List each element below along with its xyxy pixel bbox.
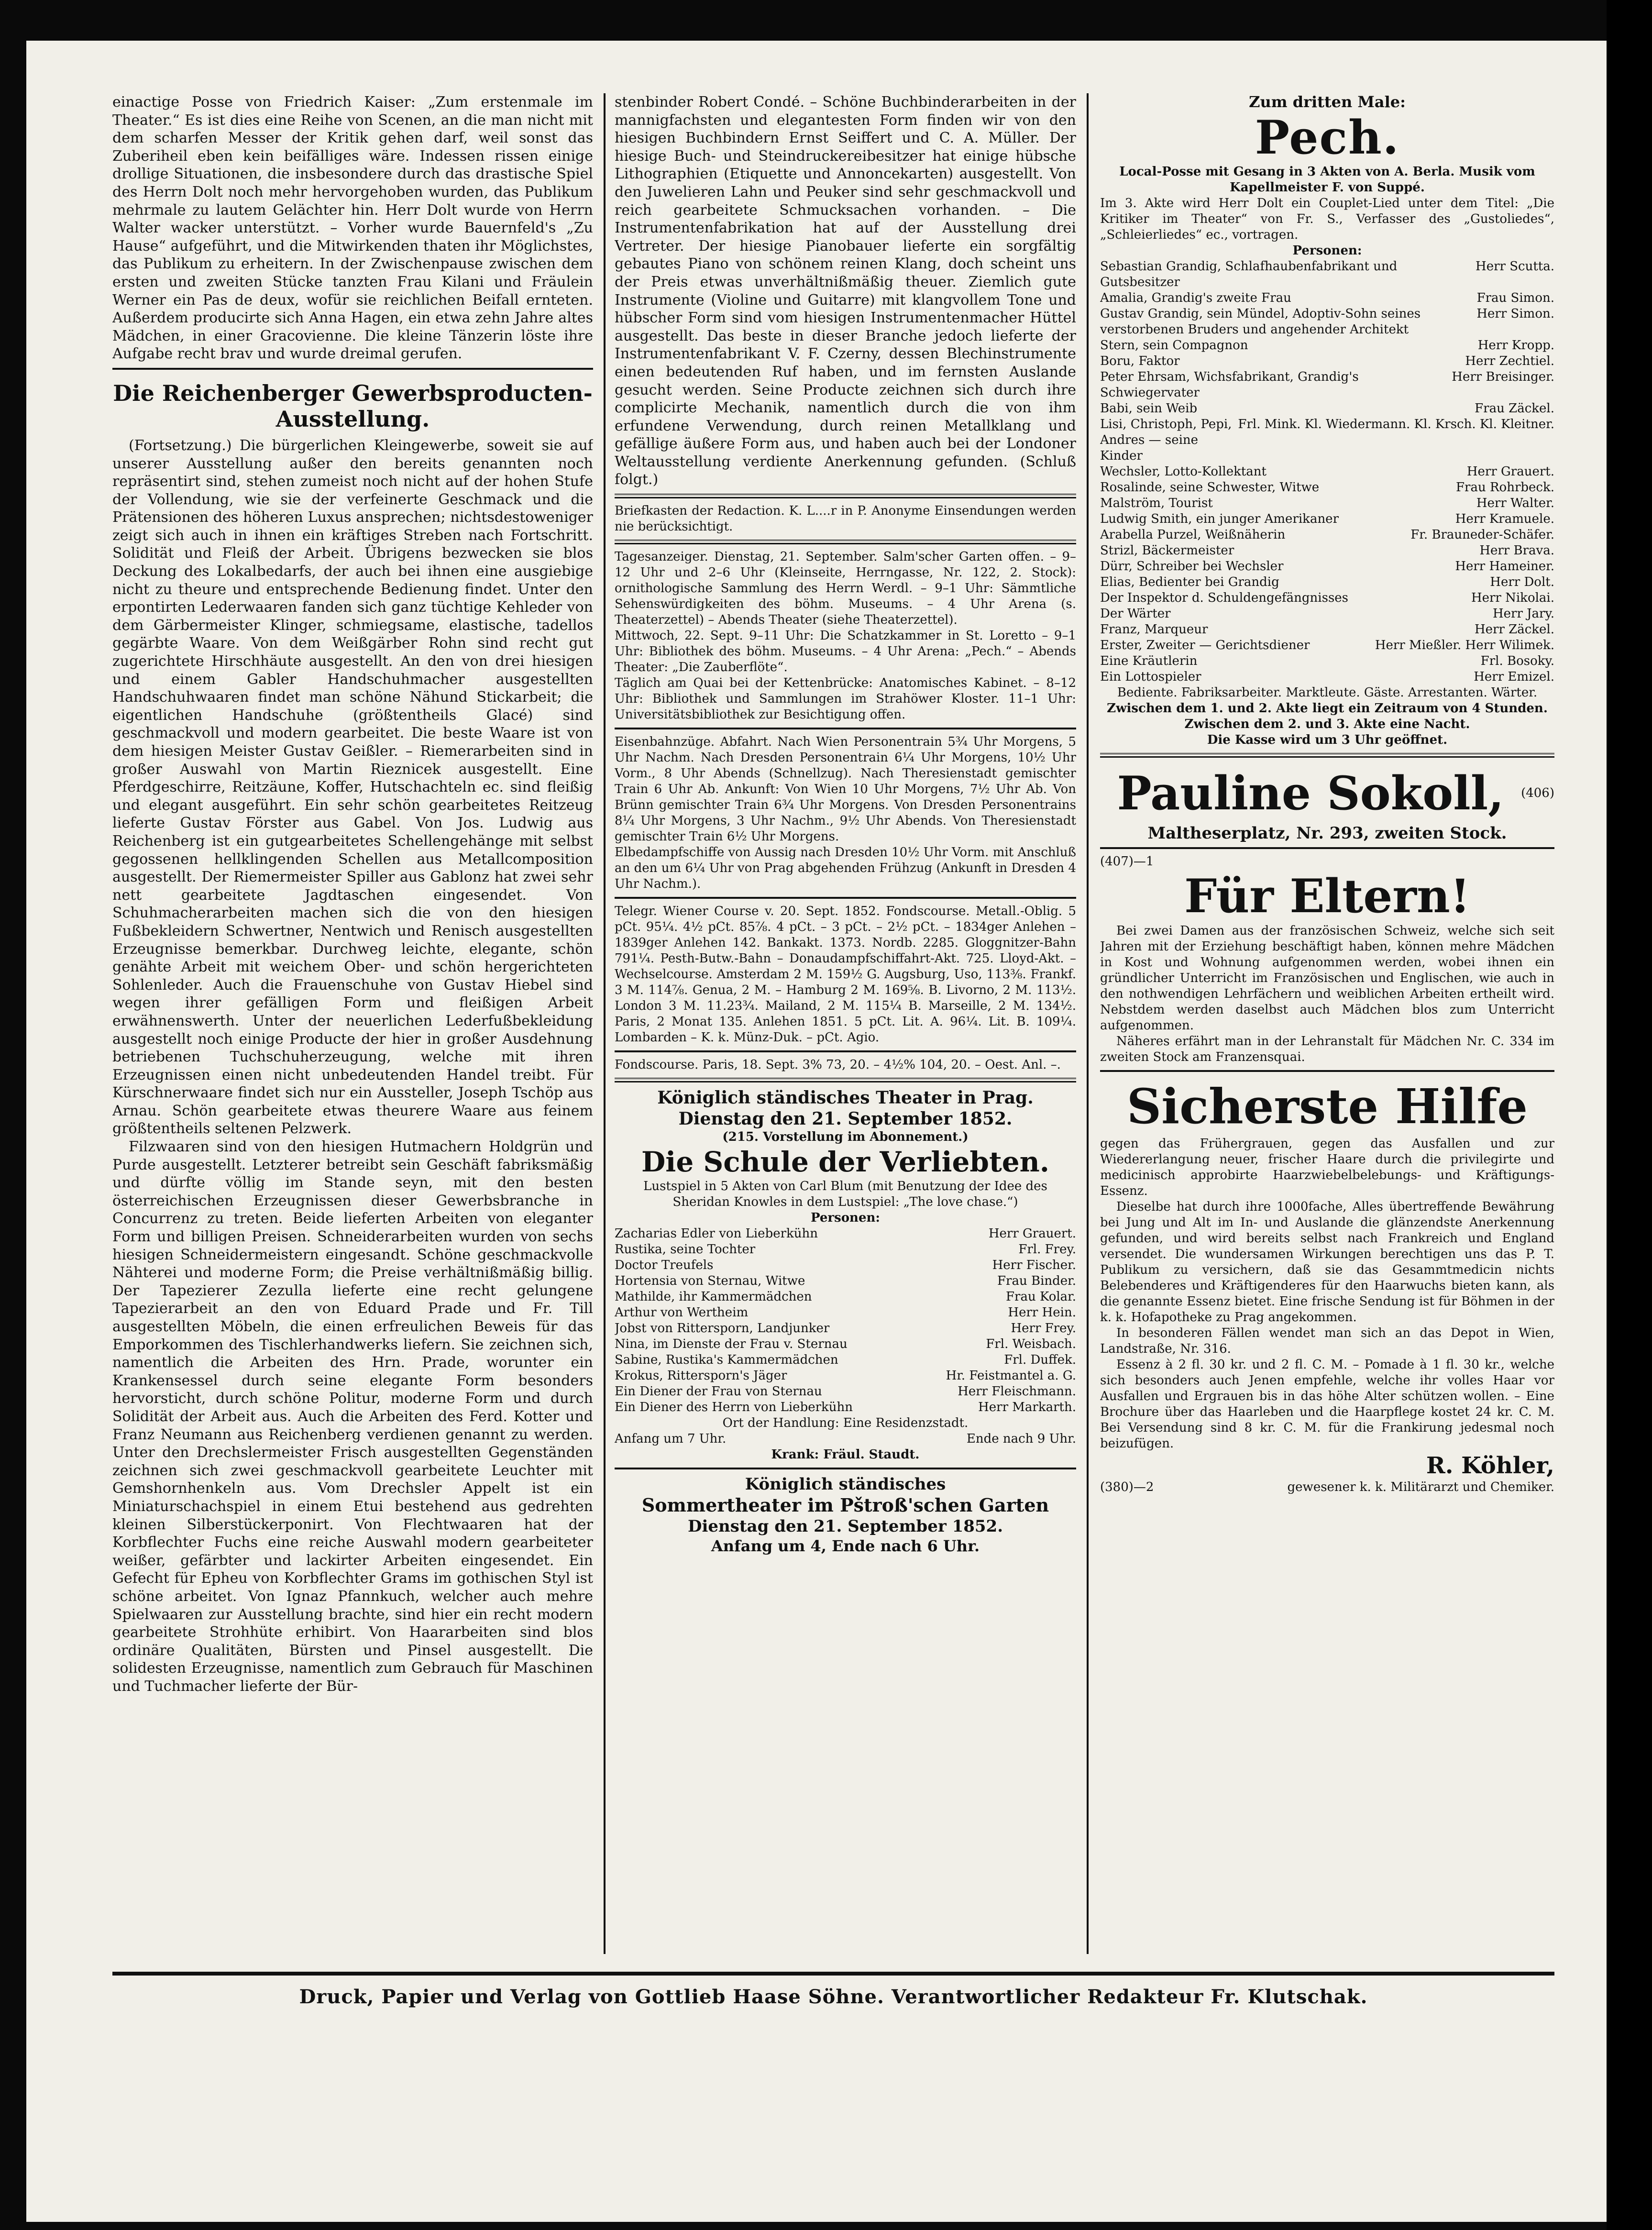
column-1 <box>112 93 593 1954</box>
footer-rule <box>112 1972 1554 1976</box>
actor: Frl. Duffek. <box>1004 1353 1076 1368</box>
theater-review-end: einactige Posse von Friedrich Kaiser: „Zum erstenmale im Theater.“ Es ist dies eine Reihe von Scenen, an die man nicht mit dem scharfen Messer der Kritik gehen darf, weil sonst das Zuberiheil eben kein beifälliges wäre. Indessen rissen einige drollige Situationen, die insbesondere durch das drastische Spiel des Herrn Dolt noch mehr hervorgehoben wurden, das Publikum mehrmale zu lautem Gelächter hin. Herr Dolt wurde von Herrn Walter wacker unterstützt. – Vorher wurde Bauernfeld's „Zu Hause“ aufgeführt, und die Mitwirkenden thaten ihr Möglichstes, das Publikum zu erheitern. In der Zwischenpause zwischen dem ersten und zweiten Stücke tanzten Frau Kilani und Fräulein Werner ein Pas de deux, wofür sie reichlichen Beifall ernteten. Außerdem producirte sich Anna Hagen, ein etwa zehn Jahre altes Mädchen, in einer Gracovienne. Die kleine Tänzerin löste ihre Aufgabe recht brav und wurde dreimal gerufen. <box>112 94 593 363</box>
actor: Herr Dolt. <box>1490 574 1554 589</box>
eltern-text: Bei zwei Damen aus der französischen Schweiz, welche sich seit Jahren mit der Erziehung beschäftigt haben, können mehre Mädchen in Kost und Wohnung aufgenommen werden, wobei ihnen ein gründlicher Unterricht im Französischen und Englischen, wie auch in den nothwendigen Lehrfächern und weiblichen Arbeiten ertheilt wird. Nebstdem werden daselbst auch Mädchen blos zum Unterricht aufgenommen. <box>1100 924 1554 1033</box>
divider <box>615 1468 1076 1469</box>
ort-der-handlung: Ort der Handlung: Eine Residenzstadt. <box>722 1416 969 1431</box>
pech-title: Pech. <box>1255 110 1400 165</box>
sommer-l4: Anfang um 4, Ende nach 6 Uhr. <box>711 1537 980 1556</box>
hilfe-sigsub: gewesener k. k. Militärarzt und Chemiker. <box>1287 1480 1554 1495</box>
cast-row <box>615 1321 1076 1336</box>
wiener-course: Telegr. Wiener Course v. 20. Sept. 1852. Fondscourse. Metall.-Oblig. 5 pCt. 95¼. 4½ pCt. 85⅞. 4 pCt. – 3 pCt. – 2½ pCt. – 1834ger Anlehen – 1839ger Anlehen 142. Bankakt. 1373. Nordb. 2285. Gloggnitzer-Bahn 791¼. Pesth-Butw.-Bahn – Donaudampfschiffahrt-Akt. 725. Lloyd-Akt. – Wechselcourse. Amsterdam 2 M. 159½ G. Augsburg, Uso, 113⅜. Frankf. 3 M. 114⅞. Genua, 2 M. – Hamburg 2 M. 169⅝. B. Livorno, 2 M. 113½. London 3 M. 11.23¾. Mailand, 2 M. 115¼ B. Marseille, 2 M. 134½. Paris, 2 Monat 135. Anlehen 1851. 5 pCt. Lit. A. 96¼. Lit. B. 109¼. Lombarden – K. k. Münz-Duk. – pCt. Agio. <box>615 904 1076 1045</box>
actor: Frau Zäckel. <box>1475 401 1554 416</box>
role: Arthur von Wertheim <box>615 1305 749 1320</box>
role: Der Wärter <box>1100 606 1171 621</box>
role: Eine Kräutlerin <box>1100 653 1198 668</box>
cast-row <box>1100 290 1554 306</box>
role: Elias, Bedienter bei Grandig <box>1100 574 1279 589</box>
role: Ludwig Smith, ein junger Amerikaner <box>1100 511 1339 526</box>
cast-row <box>1100 606 1554 622</box>
sokoll-addr: Maltheserplatz, Nr. 293, zweiten Stock. <box>1147 823 1507 843</box>
time-row <box>615 1431 1076 1447</box>
role: Ein Diener des Herrn von Lieberkühn <box>615 1400 853 1415</box>
cast-row <box>1100 338 1554 353</box>
actor: Hr. Feistmantel a. G. <box>946 1369 1076 1383</box>
role: Ein Lottospieler <box>1100 669 1201 684</box>
cast-list <box>615 1226 1076 1415</box>
cast-row <box>1100 464 1554 480</box>
tagesanzeiger: Tagesanzeiger. Dienstag, 21. September. Salm'scher Garten offen. – 9–12 Uhr und 2–6 Uhr (Kleinseite, Herrngasse, Nr. 122, 2. Stock): ornithologische Sammlung des Herrn Werdl. – 9–1 Uhr: Sämmtliche Sehenswürdigkeiten des böhm. Museums. – 4 Uhr Arena (s. Theaterzettel) – Abends Theater (siehe Theaterzettel). <box>615 550 1076 628</box>
play-description: Lustspiel in 5 Akten von Carl Blum (mit Benutzung der Idee des Sheridan Knowles in dem Lustspiel: „The love chase.“) <box>643 1179 1047 1210</box>
cast-row <box>615 1273 1076 1289</box>
actor: Herr Scutta. <box>1476 259 1554 274</box>
anfang: Anfang um 7 Uhr. <box>615 1432 727 1446</box>
sommer-l2: Sommertheater im Pštroß'schen Garten <box>641 1494 1049 1516</box>
ende: Ende nach 9 Uhr. <box>966 1432 1076 1446</box>
actor: Herr Kramuele. <box>1455 511 1554 526</box>
cast-row <box>615 1242 1076 1258</box>
personen-label: Personen: <box>1292 243 1362 258</box>
role: Boru, Faktor <box>1100 353 1180 368</box>
sokoll-num: (406) <box>1521 786 1554 801</box>
role: Stern, sein Compagnon <box>1100 338 1248 353</box>
cast-row <box>1100 543 1554 559</box>
role: Babi, sein Weib <box>1100 401 1198 416</box>
role: Rustika, seine Tochter <box>615 1242 756 1257</box>
divider <box>615 494 1076 498</box>
role: Peter Ehrsam, Wichsfabrikant, Grandig's Schwiegervater <box>1100 369 1359 400</box>
column-3 <box>1100 93 1554 1954</box>
role: Sabine, Rustika's Kammermädchen <box>615 1353 838 1368</box>
divider <box>615 897 1076 899</box>
actor: Herr Frey. <box>1011 1321 1076 1336</box>
cast-row <box>1100 590 1554 606</box>
role: Strizl, Bäckermeister <box>1100 543 1234 558</box>
role: Malström, Tourist <box>1100 496 1213 510</box>
briefkasten: Briefkasten der Redaction. K. L....r in P. Anonyme Einsendungen werden nie berücksichtigt. <box>615 504 1076 534</box>
eisenbahnzuege: Eisenbahnzüge. Abfahrt. Nach Wien Personentrain 5¾ Uhr Morgens, 5 Uhr Nachm. Nach Dresden Personentrain 6¼ Uhr Morgens, 10½ Uhr Vorm., 8 Uhr Abends (Schnellzug). Nach Theresienstadt gemischter Train 6 Uhr Ab. Ankunft: Von Wien 10 Uhr Morgens, 7½ Uhr Ab. Von Brünn gemischter Train 6¾ Uhr Morgens. Von Dresden Personentrains 8¼ Uhr Morgens, 3 Uhr Nachm., 9½ Uhr Abends. Von Theresienstadt gemischter Train 6½ Uhr Morgens. <box>615 735 1076 844</box>
article-paragraph: (Fortsetzung.) Die bürgerlichen Kleingewerbe, soweit sie auf unserer Ausstellung außer den bereits genannten noch repräsentirt sind, stehen zumeist noch nicht auf der hohen Stufe der Vollendung, wie sie der verfeinerte Geschmack und die Prätensionen des höheren Luxus ansprechen; nichtsdestoweniger zeigt sich auch in ihnen ein kräftiges Streben nach Fortschritt. Solidität und Fleiß der Arbeit. Übrigens bezwecken sie blos Deckung des Lokalbedarfs, der auch bei ihnen eine ausgiebige nicht zu theure und entsprechende Bedienung findet. Unter den erpontirten Lederwaaren fanden sich ganz tüchtige Kehleder von dem Gärbermeister Klinger, schmiegsame, elastische, tadellos gegärbte Waare. Von dem Weißgärber Rohn sind recht gut zugerichtete Hirschhäute ausgestellt. An den von drei hiesigen und einem Gabler Handschuhmacher ausgestellten Handschuhwaaren findet man schöne Nähund Stickarbeit; die eigentlichen Handschuhe (größtentheils Glacé) sind geschmackvoll und modern gearbeitet. Die beste Waare ist von dem hiesigen Meister Gustav Geißler. – Riemerarbeiten sind in großer Auswahl von Martin Rieznicek ausgestellt. Eine Pferdgeschirre, Reitzäune, Koffer, Hutschachteln ec. sind fleißig und elegant ausgeführt. Ein sehr schön gearbeitetes Reitzeug lieferte Gustav Förster aus Gabel. Von Jos. Ludwig aus Reichenberg ist ein gutgearbeitetes Schellengehänge mit selbst gegossenen hellklingenden Schellen aus Metallcomposition ausgestellt. Der Riemermeister Spiller aus Gablonz hat zwei sehr nett gearbeitete Jagdtaschen eingesendet. Von Schuhmacherarbeiten machen sich die von den hiesigen Fußbekleidern Schwertner, Nentwich und Renisch ausgestellten Erzeugnisse bemerkbar. Durchweg leichte, elegante, schön genähte Arbeit mit weichem Ober- und schön hergerichteten Sohlenleder. Auch die Frauenschuhe von Gustav Hiebel sind wegen ihrer gefälligen Form und fleißigen Arbeit erwähnenswerth. Unter der neuerlichen Lederfußbekleidung ausgestellt noch einige Producte der hier in großer Ausdehnung betriebenen Tuchschuherzeugung, welche mit ihren Erzeugnissen einen nicht unbedeutenden Handel treibt. Für Kürschnerwaare findet sich nur ein Aussteller, Joseph Tschöp aus Arnau. Schön gearbeitete etwas theurere Waare aus feinem größtentheils seltenen Pelzwerk. <box>112 437 593 1137</box>
pech-zwischen-1: Zwischen dem 1. und 2. Akte liegt ein Zeitraum von 4 Stunden. <box>1107 701 1548 716</box>
divider <box>112 368 593 370</box>
role: Jobst von Rittersporn, Landjunker <box>615 1321 830 1336</box>
divider <box>615 1078 1076 1082</box>
cast-row <box>1100 511 1554 527</box>
role: Amalia, Grandig's zweite Frau <box>1100 290 1291 305</box>
hilfe-lead: gegen das Frühergrauen, gegen das Ausfallen und zur Wiedererlangung neuer, frischer Haare durch die privilegirte und medicinisch approbirte Haarzwiebelbelebungs- und Kräftigungs-Essenz. <box>1100 1137 1554 1199</box>
elbedampfschiffe: Elbedampfschiffe von Aussig nach Dresden 10½ Uhr Vorm. mit Anschluß an den um 6¼ Uhr von Prag abgehenden Frühzug (Ankunft in Dresden 4 Uhr Nachm.). <box>615 845 1076 892</box>
role: Franz, Marqueur <box>1100 622 1208 637</box>
actor: Frl. Mink. Kl. Wiedermann. Kl. Krsch. Kl. Kleitner. <box>1238 417 1554 431</box>
cast-list <box>1100 259 1554 685</box>
actor: Herr Grauert. <box>1466 464 1554 479</box>
pech-kasse: Die Kasse wird um 3 Uhr geöffnet. <box>1207 732 1448 747</box>
actor: Herr Fischer. <box>992 1258 1076 1273</box>
divider <box>615 728 1076 729</box>
cast-row <box>1100 622 1554 638</box>
actor: Herr Hein. <box>1008 1305 1076 1320</box>
cast-row <box>1100 559 1554 574</box>
actor: Fr. Brauneder-Schäfer. <box>1410 527 1554 542</box>
actor: Herr Zechtiel. <box>1465 353 1554 368</box>
tagesanzeiger-taeglich: Täglich am Quai bei der Kettenbrücke: Anatomisches Kabinet. – 8–12 Uhr: Bibliothek und Sammlungen im Strahöwer Kloster. 11–1 Uhr: Universitätsbibliothek zur Besichtigung offen. <box>615 676 1076 722</box>
cast-row <box>1100 306 1554 338</box>
role: Dürr, Schreiber bei Wechsler <box>1100 559 1284 574</box>
cast-row <box>615 1226 1076 1242</box>
imprint-footer: Druck, Papier und Verlag von Gottlieb Haase Söhne. Verantwortlicher Redakteur Fr. Klutschak. <box>299 1986 1368 2008</box>
hilfe-p3: Essenz à 2 fl. 30 kr. und 2 fl. C. M. – Pomade à 1 fl. 30 kr., welche sich besonders auch Jenen empfehle, welche ihr volles Haar vor Ausfallen und Ergrauen bis in das höhe Alter schützen wollen. – Eine Brochure über das Haarleben und die Haarpflege kostet 24 kr. C. M. Bei Versendung sind 8 kr. C. M. für die Frankirung jedesmal noch beizufügen. <box>1100 1358 1554 1451</box>
column-rule <box>1087 93 1089 1954</box>
cast-row <box>1100 369 1554 401</box>
actor: Herr Grauert. <box>988 1226 1076 1241</box>
play-title: Die Schule der Verliebten. <box>641 1146 1049 1179</box>
cast-row <box>615 1384 1076 1400</box>
actor: Frau Binder. <box>997 1274 1076 1289</box>
article-continuation: stenbinder Robert Condé. – Schöne Buchbinderarbeiten in der mannigfachsten und elegantesten Form finden wir von den hiesigen Buchbindern Ernst Seiffert und C. A. Müller. Der hiesige Buch- und Steindruckereibesitzer hat einige hübsche Lithographien (Etiquette und Annoncekarten) ausgestellt. Von den Juwelieren Lahn und Peuker sind sehr geschmackvoll und reich gearbeitete Schmucksachen vorhanden. – Die Instrumentenfabrikation hat auf der Ausstellung drei Vertreter. Der hiesige Pianobauer lieferte ein sorgfältig gebautes Piano von schönem reinen Klang, doch scheint uns der Preis etwas unverhältnißmäßig theuer. Ziemlich gute Instrumente (Violine und Guitarre) mit klangvollem Tone und hübscher Form sind vom hiesigen Instrumentenmacher Hüttel ausgestellt. Das beste in dieser Branche jedoch lieferte der Instrumentenfabrikant V. F. Czerny, dessen Blechinstrumente einen bedeutenden Ruf haben, und im fernsten Auslande gesucht werden. Seine Producte zeichnen sich durch ihre complicirte Mechanik, namentlich durch die von ihm erfundene Verwendung, durch reinen Metallklang und gefällige äußere Form aus, und haben auch bei der Londoner Weltausstellung verdiente Anerkennung gefunden. (Schluß folgt.) <box>615 94 1076 488</box>
actor: Herr Brava. <box>1479 543 1554 558</box>
actor: Frau Rohrbeck. <box>1456 480 1554 495</box>
scan-edge <box>1607 0 1652 2230</box>
hilfe-title: Sicherste Hilfe <box>1126 1078 1528 1135</box>
sokoll-name: Pauline Sokoll, <box>1117 766 1504 820</box>
cast-row <box>1100 638 1554 653</box>
actor: Herr Walter. <box>1476 496 1554 510</box>
hilfe-bottom-row <box>1100 1479 1554 1495</box>
role: Rosalinde, seine Schwester, Witwe <box>1100 480 1320 495</box>
theater-date: Dienstag den 21. September 1852. <box>678 1109 1013 1129</box>
actor: Herr Emizel. <box>1474 669 1554 684</box>
role: Arabella Purzel, Weißnäherin <box>1100 527 1286 542</box>
actor: Herr Nikolai. <box>1471 590 1554 605</box>
hilfe-p2: In besonderen Fällen wendet man sich an das Depot in Wien, Landstraße, Nr. 316. <box>1100 1326 1554 1357</box>
role: Mathilde, ihr Kammermädchen <box>615 1290 812 1304</box>
actor: Herr Jary. <box>1492 606 1554 621</box>
cast-row <box>1100 496 1554 511</box>
theater-vorstellung: (215. Vorstellung im Abonnement.) <box>722 1130 969 1145</box>
cast-row <box>615 1368 1076 1384</box>
actor: Frau Kolar. <box>1005 1290 1076 1304</box>
actor: Herr Zäckel. <box>1474 622 1554 637</box>
divider <box>615 1050 1076 1052</box>
cast-row <box>1100 259 1554 290</box>
actor: Herr Hameiner. <box>1455 559 1554 574</box>
fondscourse: Fondscourse. Paris, 18. Sept. 3% 73, 20. – 4½% 104, 20. – Oest. Anl. –. <box>615 1058 1061 1072</box>
pech-bediente: Bediente. Fabriksarbeiter. Marktleute. Gäste. Arrestanten. Wärter. <box>1117 685 1538 700</box>
cast-row <box>1100 574 1554 590</box>
article-heading: Die Reichenberger Gewerbsproducten-Ausstellung. <box>113 380 593 432</box>
eltern-num: (407)—1 <box>1100 854 1154 869</box>
actor: Herr Mießler. Herr Wilimek. <box>1375 638 1554 652</box>
cast-row <box>1100 653 1554 669</box>
role: Zacharias Edler von Lieberkühn <box>615 1226 818 1241</box>
role: Lisi, Christoph, Pepi, Andres — seine Kinder <box>1100 417 1232 463</box>
role: Hortensia von Sternau, Witwe <box>615 1274 805 1289</box>
cast-row <box>1100 669 1554 685</box>
sommer-l3: Dienstag den 21. September 1852. <box>687 1517 1003 1536</box>
pech-couplet: Im 3. Akte wird Herr Dolt ein Couplet-Lied unter dem Titel: „Die Kritiker im Theater“ von Fr. S., Verfasser des „Gustoliedes“, „Schleierliedes“ ec., vortragen. <box>1100 196 1554 242</box>
divider <box>1100 1070 1554 1072</box>
cast-row <box>615 1305 1076 1321</box>
column-2 <box>615 93 1076 1954</box>
role: Gustav Grandig, sein Mündel, Adoptiv-Sohn seines verstorbenen Bruders und angehender Architekt <box>1100 306 1421 337</box>
cast-row <box>615 1258 1076 1273</box>
actor: Frau Simon. <box>1476 290 1554 305</box>
cast-row <box>1100 401 1554 417</box>
pech-desc: Local-Posse mit Gesang in 3 Akten von A. Berla. Musik vom Kapellmeister F. von Suppé. <box>1119 164 1535 195</box>
role: Sebastian Grandig, Schlafhaubenfabrikant und Gutsbesitzer <box>1100 259 1398 289</box>
krank-note: Krank: Fräul. Staudt. <box>771 1447 920 1462</box>
actor: Herr Breisinger. <box>1452 369 1554 384</box>
role: Nina, im Dienste der Frau v. Sternau <box>615 1337 848 1352</box>
theater-title: Königlich ständisches Theater in Prag. <box>657 1088 1034 1108</box>
actor: Frl. Bosoky. <box>1480 653 1554 668</box>
actor: Frl. Frey. <box>1018 1242 1076 1257</box>
divider <box>1100 753 1554 758</box>
cast-row <box>615 1336 1076 1352</box>
actor: Herr Fleischmann. <box>958 1384 1076 1399</box>
pech-pre: Zum dritten Male: <box>1249 93 1406 111</box>
role: Der Inspektor d. Schuldengefängnisses <box>1100 590 1349 605</box>
role: Doctor Treufels <box>615 1258 714 1273</box>
role: Krokus, Rittersporn's Jäger <box>615 1369 787 1383</box>
role: Ein Diener der Frau von Sternau <box>615 1384 822 1399</box>
role: Wechsler, Lotto-Kollektant <box>1100 464 1267 479</box>
article-paragraph: Filzwaaren sind von den hiesigen Hutmachern Holdgrün und Purde ausgestellt. Letzterer betreibt sein Geschäft fabriksmäßig und dürfte völlig im Stande seyn, mit den besten österreichischen Erzeugnissen dieser Gewerbsbranche in Concurrenz zu treten. Beide lieferten Arbeiten von eleganter Form und billigen Preisen. Schneiderarbeiten wurden von sechs hiesigen Schneidermeistern eingesandt. Schöne geschmackvolle Nähterei und moderne Form; die Preise verhältnißmäßig billig. Der Tapezierer Zezulla lieferte eine recht gelungene Tapezierarbeit an den von Eduard Prade und Fr. Till ausgestellten Möbeln, die einen erfreulichen Beweis für das Emporkommen des Tischlerhandwerks liefern. Sie zeichnen sich, namentlich die Arbeiten des Hrn. Prade, worunter ein Krankensessel durch seine elegante Form besonders hervorsticht, durch schöne Politur, moderne Form und durch Solidität der Arbeit aus. Auch die Arbeiten des Ferd. Kotter und Franz Neumann aus Reichenberg verdienen genannt zu werden. Unter den Drechslermeister Frisch ausgestellten Gegenständen zeichnen sich zwei geschmackvoll gearbeitete Leuchter mit Gemshornhenkeln aus. Vom Drechsler Appelt ist ein Miniaturschachspiel in einem Etui bestehend aus gedrehten kleinen Silberstückerponirt. Von Flechtwaaren hat der Korbflechter Fuchs eine reiche Auswahl modern gearbeiteter weißer, gefärbter und lackirter Arbeiten eingesendet. Ein Gefecht für Epheu von Korbflechter Grams im gothischen Styl ist schöne arbeitet. Von Ignaz Pfannkuch, welcher auch mehre Spielwaaren zur Ausstellung brachte, sind hier ein recht modern gearbeitete Strohhüte erhibirt. Von Haararbeiten sind blos ordinäre Qualitäten, Bürsten und Pinsel ausgestellt. Die solidesten Erzeugnisse, namentlich zum Gebrauch für Maschinen und Tuchmacher lieferte der Bür- <box>112 1138 593 1695</box>
cast-row <box>1100 353 1554 369</box>
hilfe-num: (380)—2 <box>1100 1480 1154 1495</box>
eltern-title: Für Eltern! <box>1184 869 1470 924</box>
pech-zwischen-2: Zwischen dem 2. und 3. Akte eine Nacht. <box>1184 717 1470 731</box>
actor: Herr Simon. <box>1476 306 1554 321</box>
divider <box>615 540 1076 544</box>
actor: Frl. Weisbach. <box>986 1337 1076 1352</box>
cast-row <box>615 1289 1076 1305</box>
hilfe-p1: Dieselbe hat durch ihre 1000fache, Alles übertreffende Bewährung bei Jung und Alt im In- und Auslande die glänzendste Anerkennung gefunden, und wird bereits selbst nach Frankreich und England versendet. Die wundersamen Wirkungen berechtigen uns das P. T. Publikum zu versichern, daß sie das Gesammtmedicin nichts Belebenderes und Kräftigenderes für den Haarwuchs bieten kann, als die genannte Essenz bietet. Eine frische Sendung ist für Böhmen in der k. k. Hofapotheke zu Prag angekommen. <box>1100 1200 1554 1325</box>
actor: Herr Markarth. <box>978 1400 1076 1415</box>
actor: Herr Kropp. <box>1477 338 1554 353</box>
hilfe-signature: R. Köhler, <box>1426 1452 1554 1479</box>
cast-row <box>615 1352 1076 1368</box>
role: Erster, Zweiter — Gerichtsdiener <box>1100 638 1310 652</box>
cast-row <box>1100 417 1554 464</box>
column-rule <box>604 93 606 1954</box>
personen-label: Personen: <box>810 1211 881 1225</box>
sommer-l1: Königlich ständisches <box>745 1475 946 1494</box>
cast-row <box>1100 480 1554 496</box>
divider <box>1100 847 1554 849</box>
sokoll-row <box>1100 762 1554 825</box>
cast-row <box>1100 527 1554 543</box>
tagesanzeiger-mittwoch: Mittwoch, 22. Sept. 9–11 Uhr: Die Schatzkammer in St. Loretto – 9–1 Uhr: Bibliothek des böhm. Museums. – 4 Uhr Arena: „Pech.“ – Abends Theater: „Die Zauberflöte“. <box>615 629 1076 675</box>
eltern-naeheres: Näheres erfährt man in der Lehranstalt für Mädchen Nr. C. 334 im zweiten Stock am Franzensquai. <box>1100 1034 1554 1065</box>
cast-row <box>615 1400 1076 1415</box>
